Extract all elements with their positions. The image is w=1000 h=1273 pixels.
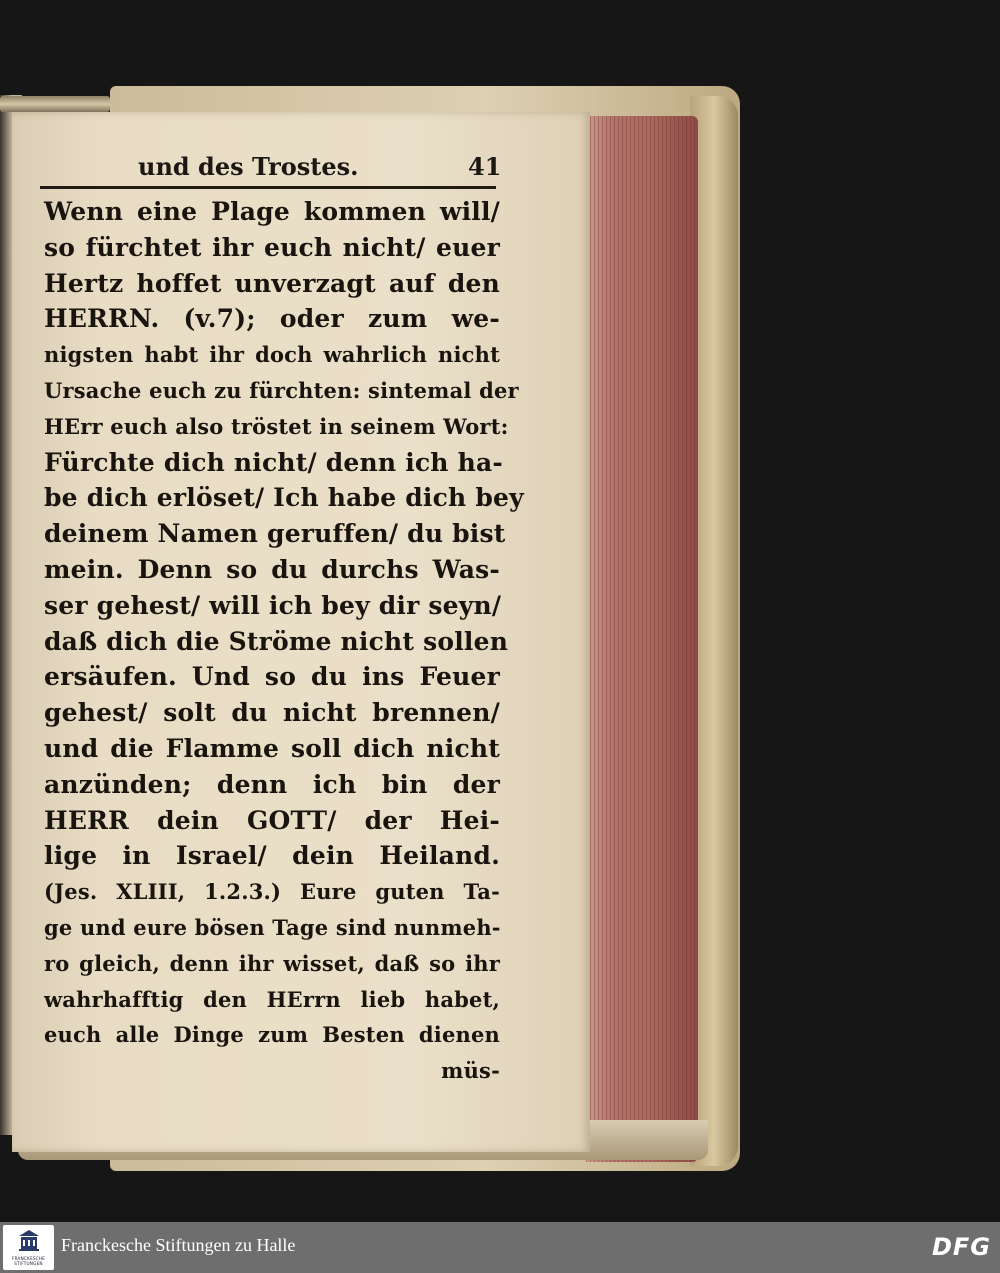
text-line: gehest/ solt du nicht brennen/ <box>44 698 500 728</box>
footer-bar <box>0 1222 1000 1273</box>
text-line: daß dich die Ströme nicht sollen <box>44 626 509 656</box>
dfg-logo-icon: DFG <box>931 1233 991 1261</box>
text-line: ge und eure bösen Tage sind nunmeh- <box>44 914 501 940</box>
text-line: ersäufen. Und so du ins Feuer <box>44 662 500 692</box>
text-line: Ursache euch zu fürchten: sintemal der <box>44 377 519 403</box>
red-fore-edge <box>586 116 698 1162</box>
text-line: so fürchtet ihr euch nicht/ euer <box>44 232 500 262</box>
text-line: Wenn eine Plage kommen will/ <box>44 197 500 226</box>
institution-name: Franckesche Stiftungen zu Halle <box>61 1235 296 1255</box>
binding-thread <box>0 96 110 112</box>
text-line: und die Flamme soll dich nicht <box>44 733 500 763</box>
text-line: HERRN. (v.7); oder zum we- <box>44 304 500 334</box>
text-line: lige in Israel/ dein Heiland. <box>44 841 500 871</box>
text-line: Hertz hoffet unverzagt auf den <box>44 268 500 298</box>
text-line: nigsten habt ihr doch wahrlich nicht <box>44 342 500 368</box>
text-line: deinem Namen geruffen/ du bist <box>44 519 506 549</box>
text-line: be dich erlöset/ Ich habe dich bey <box>44 483 524 513</box>
header-rule <box>40 186 496 189</box>
text-line: mein. Denn so du durchs Was- <box>44 554 500 584</box>
logo-label: FRANCKESCHE STIFTUNGEN <box>11 1256 46 1266</box>
text-line: HErr euch also tröstet in seinem Wort: <box>44 413 509 439</box>
catchword: müs- <box>441 1058 500 1084</box>
text-line: HERR dein GOTT/ der Hei- <box>44 805 500 835</box>
running-head: und des Trostes. <box>138 152 359 181</box>
text-line: wahrhafftig den HErrn lieb habet, <box>44 986 500 1012</box>
text-line: euch alle Dinge zum Besten dienen <box>44 1022 500 1048</box>
building-icon <box>19 1230 39 1252</box>
text-line: (Jes. XLIII, 1.2.3.) Eure guten Ta- <box>44 879 500 905</box>
franckesche-stiftungen-logo-icon[interactable] <box>3 1225 54 1270</box>
text-line: ro gleich, denn ihr wisset, daß so ihr <box>44 950 500 976</box>
text-line: Fürchte dich nicht/ denn ich ha- <box>44 447 503 477</box>
text-line: anzünden; denn ich bin der <box>44 769 500 799</box>
text-line: ser gehest/ will ich bey dir seyn/ <box>44 590 502 620</box>
page-number: 41 <box>468 152 502 181</box>
body-text <box>44 194 524 1089</box>
